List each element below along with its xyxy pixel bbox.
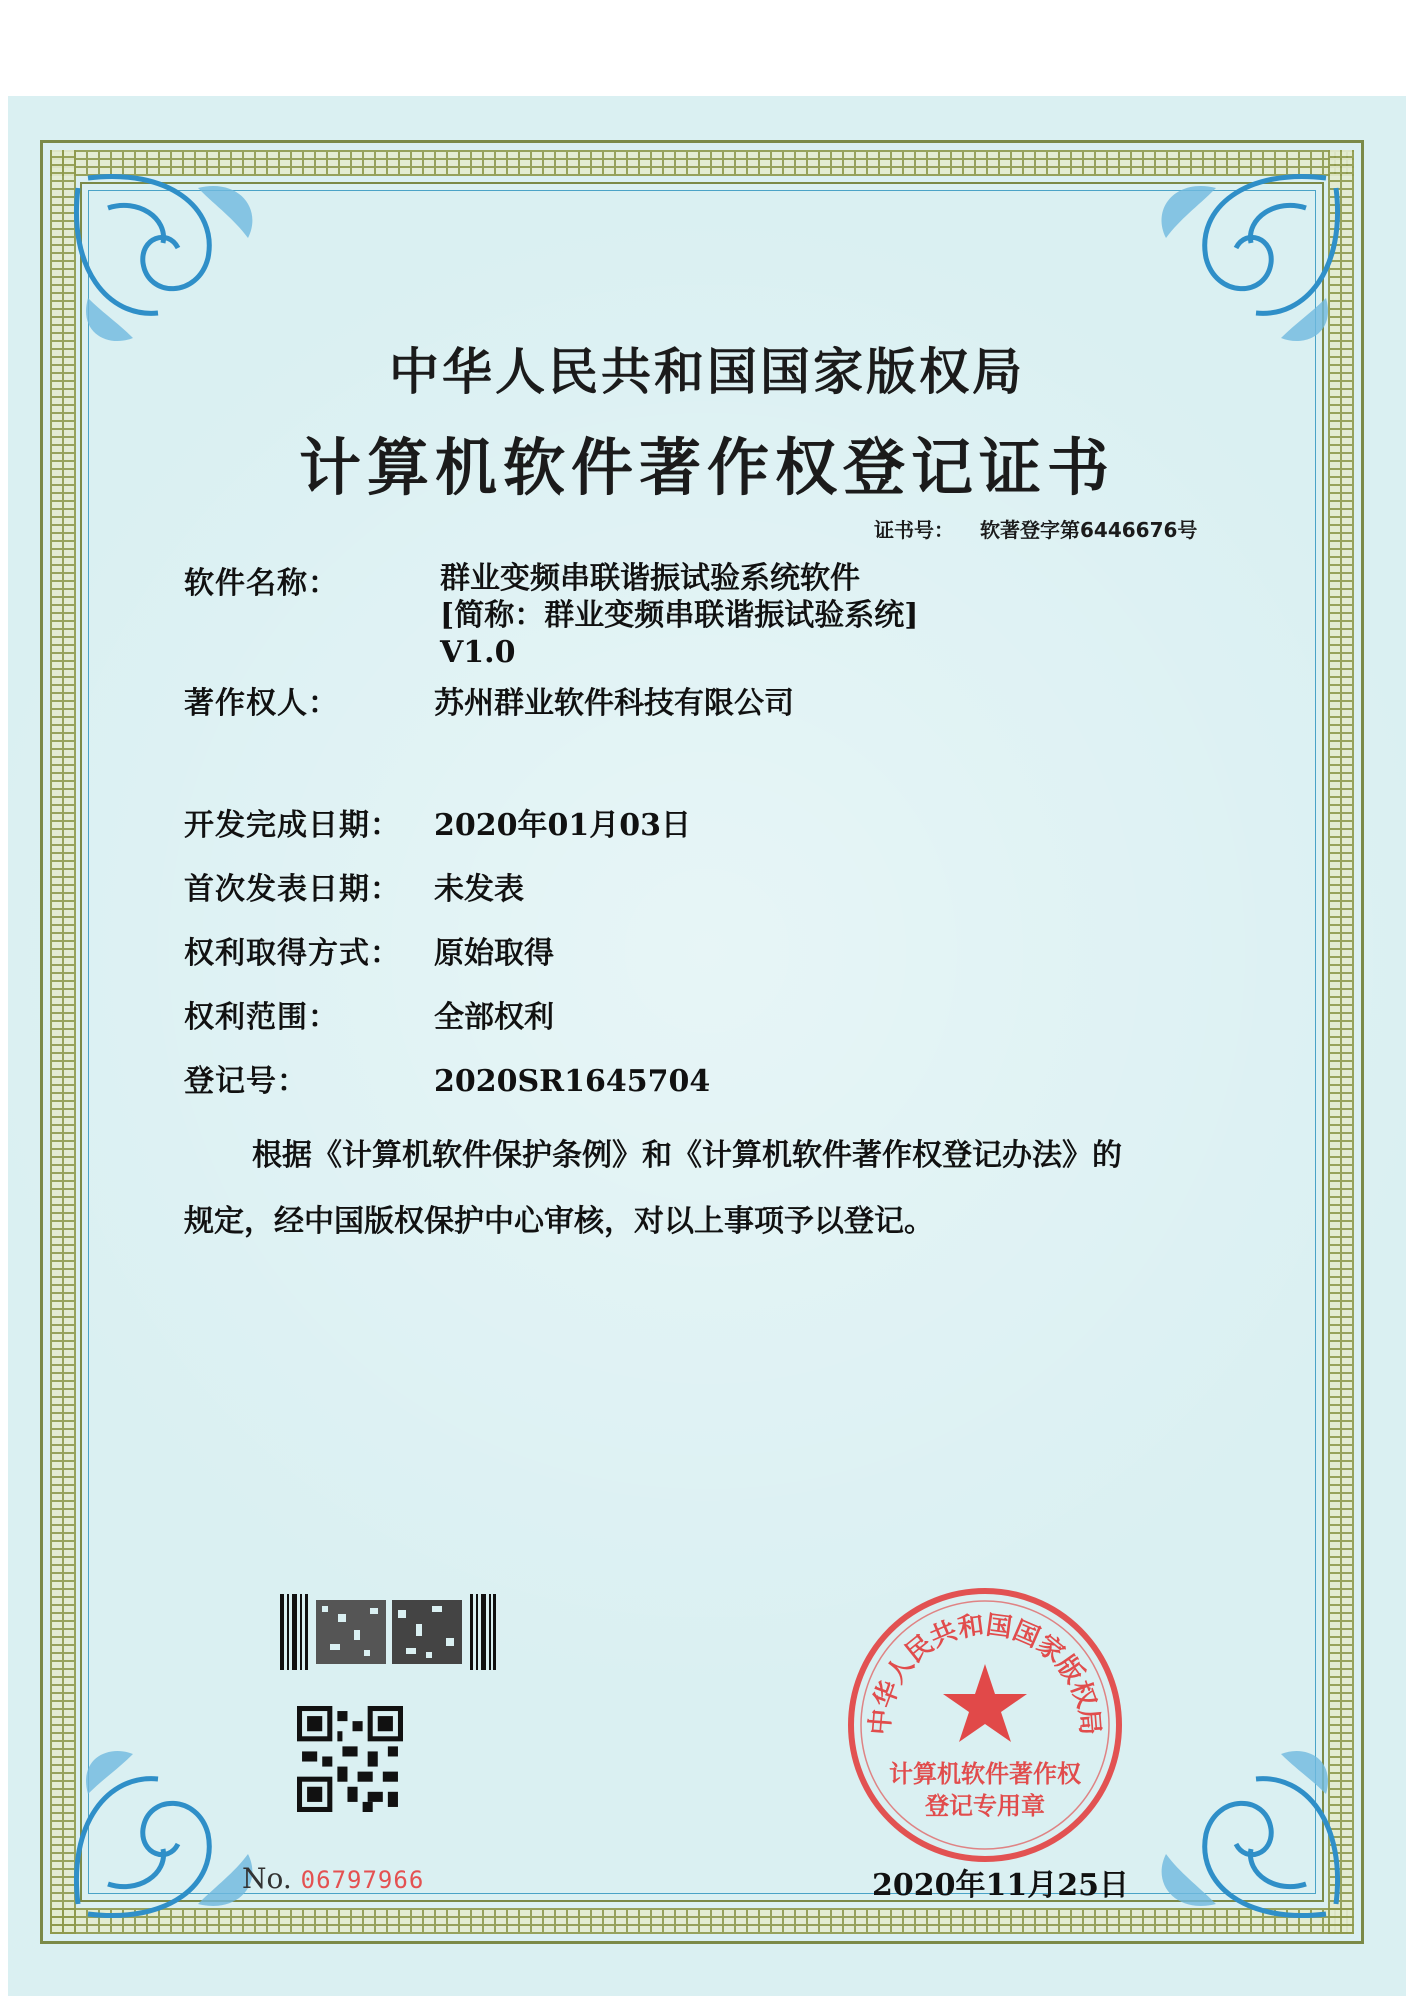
corner-ornament-bottom-left [48, 1744, 278, 1944]
software-name-line: 群业变频串联谐振试验系统软件 [440, 561, 860, 596]
scope-label: 权利范围： [184, 1000, 339, 1035]
certificate-number-label: 证书号： [874, 518, 954, 542]
issue-date: 2020年11月25日 [872, 1868, 1129, 1903]
pub-date-row [184, 864, 524, 908]
corner-ornament-bottom-right [1136, 1744, 1366, 1944]
software-name-line: [简称：群业变频串联谐振试验系统] [440, 598, 919, 633]
acquisition-value: 原始取得 [434, 936, 554, 971]
software-name-row [184, 558, 434, 602]
statement-line-2: 规定，经中国版权保护中心审核，对以上事项予以登记。 [184, 1204, 934, 1239]
scope-value: 全部权利 [434, 1000, 554, 1035]
acquisition-label: 权利取得方式： [184, 936, 401, 971]
acquisition-row [184, 928, 554, 972]
owner-value: 苏州群业软件科技有限公司 [434, 686, 794, 721]
seal-outer-text: 中华人民共和国国家版权局 [865, 1610, 1105, 1737]
official-seal [844, 1584, 1126, 1866]
certificate-number-value: 软著登字第6446676号 [980, 518, 1198, 542]
statement-line-1: 根据《计算机软件保护条例》和《计算机软件著作权登记办法》的 [252, 1138, 1122, 1173]
seal-inner-line-1: 计算机软件著作权 [889, 1759, 1081, 1788]
certificate [8, 96, 1406, 1996]
pub-date-value: 未发表 [434, 872, 524, 907]
software-name-value [440, 560, 918, 671]
owner-label: 著作权人： [184, 686, 339, 721]
barcode [280, 1594, 496, 1670]
dev-date-row [184, 800, 691, 844]
dev-date-value: 2020年01月03日 [434, 808, 691, 843]
registration-row [184, 1056, 710, 1100]
seal-inner-line-2: 登记专用章 [925, 1791, 1045, 1820]
registration-value: 2020SR1645704 [434, 1064, 711, 1099]
software-name-line: V1.0 [440, 635, 516, 670]
serial-value: 06797966 [300, 1866, 425, 1894]
software-name-label: 软件名称： [184, 566, 339, 601]
seal-star-icon [943, 1664, 1027, 1742]
corner-ornament-top-left [48, 148, 278, 348]
registration-label: 登记号： [184, 1064, 308, 1099]
certificate-number [874, 514, 1197, 543]
issuing-authority: 中华人民共和国国家版权局 [389, 342, 1025, 401]
serial-number [242, 1862, 424, 1895]
owner-row [184, 678, 794, 722]
certificate-title: 计算机软件著作权登记证书 [298, 431, 1115, 504]
qr-code [296, 1706, 404, 1812]
pub-date-label: 首次发表日期： [184, 872, 401, 907]
serial-prefix: No. [242, 1862, 292, 1895]
scope-row [184, 992, 554, 1036]
corner-ornament-top-right [1136, 148, 1366, 348]
dev-date-label: 开发完成日期： [184, 808, 401, 843]
